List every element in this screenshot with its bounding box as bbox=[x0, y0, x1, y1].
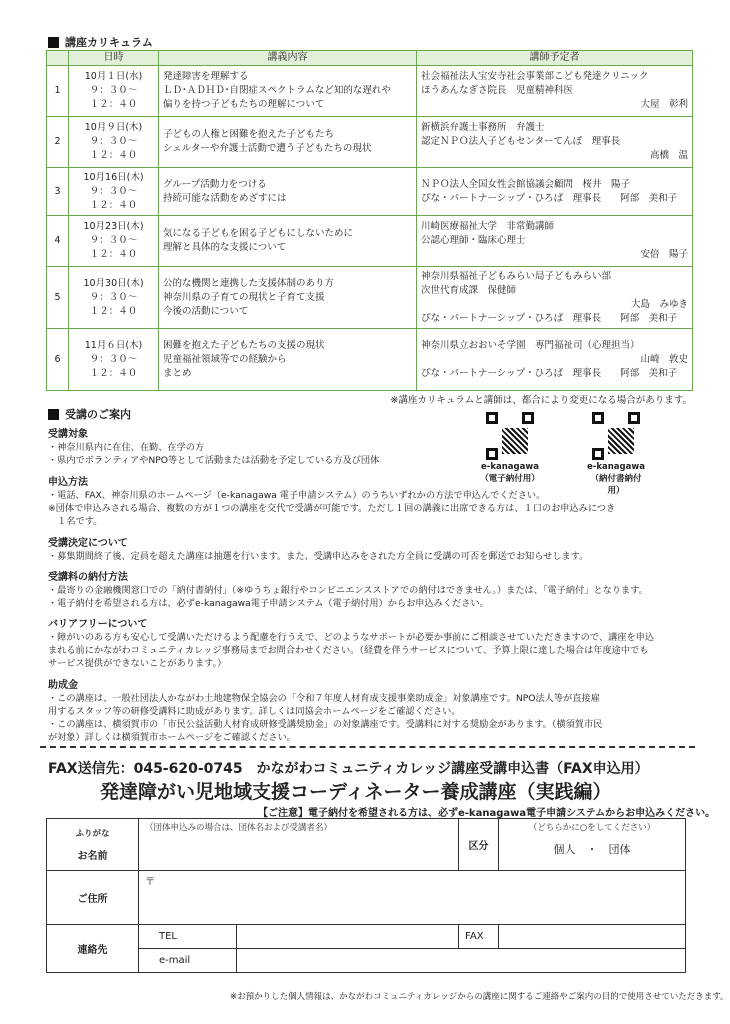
row-content: グループ活動力をつける 持続可能な活動をめざすには bbox=[159, 168, 417, 216]
decide-section: 受講決定について ・募集期間終了後、定員を超えた講座は抽選を行います。また、受講申込みをされた方全員に受講の可否を郵送でお知らせします。 bbox=[48, 538, 589, 562]
table-row bbox=[47, 216, 693, 267]
curriculum-heading: 講座カリキュラム bbox=[48, 34, 153, 50]
curriculum-note: ※講座カリキュラムと講師は、都合により変更になる場合があります。 bbox=[390, 395, 692, 406]
row-content: 困難を抱えた子どもたちの支援の現状 児童福祉領域等での経験から まとめ bbox=[159, 329, 417, 391]
form-title: 発達障がい児地域支援コーディネーター養成講座（実践編） bbox=[100, 781, 612, 803]
table-row bbox=[47, 168, 693, 216]
kubun-label: 区分 bbox=[459, 819, 499, 871]
header-date: 日時 bbox=[69, 51, 159, 66]
email-label: e-mail bbox=[139, 949, 237, 973]
fax-number-line: FAX送信先：045-620-0745 かながわコミュニティカレッジ講座受講申込書（FAX申込用） bbox=[48, 761, 649, 777]
privacy-note: ※お預かりした個人情報は、かながわコミュニティカレッジからの講座に関するご連絡やご案内の目的で使用させていただきます。 bbox=[230, 992, 729, 1002]
row-number: 2 bbox=[47, 117, 69, 168]
row-lecturer: 神奈川県立おおいそ学園 専門福祉司（心理担当） 山崎 敦史 ぴな・パートナーシップ・ひろば 理事長 阿部 美和子 bbox=[417, 329, 693, 391]
square-bullet-icon bbox=[48, 37, 59, 48]
row-number: 6 bbox=[47, 329, 69, 391]
table-header bbox=[47, 51, 693, 66]
kubun-select[interactable]: （どちらかに○をしてください） 個人 ・ 団体 bbox=[499, 819, 686, 871]
table-row bbox=[47, 329, 693, 391]
row-date: 10月１日(水) ９：３０～ １２：４０ bbox=[69, 66, 159, 117]
square-bullet-icon bbox=[48, 409, 59, 420]
curriculum-table bbox=[46, 50, 693, 391]
row-date: 10月30日(木) ９：３０～ １２：４０ bbox=[69, 267, 159, 329]
row-lecturer: 神奈川県福祉子どもみらい局子どもみらい部 次世代育成課 保健師 大島 みゆき ぴな・パートナーシップ・ひろば 理事長 阿部 美和子 bbox=[417, 267, 693, 329]
qr-code-icon bbox=[592, 412, 640, 460]
target-section: 受講対象 ・神奈川県内に在住、在勤、在学の方 ・県内でボランティアやNPO等として活動または活動を予定している方及び団体 bbox=[48, 429, 380, 466]
email-input[interactable] bbox=[237, 949, 686, 973]
qr-code-icon bbox=[486, 412, 534, 460]
row-content: 公的な機関と連携した支援体制のあり方 神奈川県の子育ての現状と子育て支援 今後の活動について bbox=[159, 267, 417, 329]
cut-line bbox=[40, 746, 695, 748]
application-form bbox=[46, 818, 686, 973]
table-row bbox=[47, 117, 693, 168]
qr-payslip[interactable]: e-kanagawa （納付書納付用） bbox=[586, 412, 646, 496]
barrier-free-section: バリアフリーについて ・障がいのある方も安心して受講いただけるよう配慮を行うえで、どのようなサポートが必要か事前にご相談させていただきますので、講座を申込 まれる前にかながわコミュニティカレッジ事務局までお問合わせください。（経費を伴うサービスについて、予算上限に達した場合は年度途中でも サービス提供ができないことがあります。） bbox=[48, 619, 655, 669]
row-date: 10月９日(木) ９：３０～ １２：４０ bbox=[69, 117, 159, 168]
row-date: 10月23日(木) ９：３０～ １２：４０ bbox=[69, 216, 159, 267]
row-content: 発達障害を理解する ＬＤ･ＡＤＨＤ･自閉症スペクトラムなど知的な遅れや 偏りを持つ子どもたちの理解について bbox=[159, 66, 417, 117]
qr-electronic[interactable]: e-kanagawa （電子納付用） bbox=[480, 412, 540, 484]
contact-label: 連絡先 bbox=[47, 925, 139, 973]
fee-section: 受講料の納付方法 ・最寄りの金融機関窓口での「納付書納付」（※ゆうちょ銀行やコンビニエンスストアでの納付はできません。）または、「電子納付」となります。 ・電子納付を希望される方は、必ずe-kanagawa電子申請システム（電子納付用）からお申込みください。 bbox=[48, 572, 648, 609]
row-lecturer: 新横浜弁護士事務所 弁護士 認定ＮＰＯ法人子どもセンターてんぽ 理事長 高橋 温 bbox=[417, 117, 693, 168]
row-date: 10月16日(木) ９：３０～ １２：４０ bbox=[69, 168, 159, 216]
row-date: 11月６日(木) ９：３０～ １２：４０ bbox=[69, 329, 159, 391]
tel-label: TEL bbox=[139, 925, 237, 949]
header-content: 講義内容 bbox=[159, 51, 417, 66]
table-row bbox=[47, 66, 693, 117]
name-label: ふりがな お名前 bbox=[47, 819, 139, 871]
address-label: ご住所 bbox=[47, 871, 139, 925]
row-number: 5 bbox=[47, 267, 69, 329]
header-lecturer: 講師予定者 bbox=[417, 51, 693, 66]
grant-section: 助成金 ・この講座は、一般社団法人かながわ土地建物保全協会の「令和７年度人材育成支援事業助成金」対象講座です。NPO法人等が直接雇 用するスタッフ等の研修受講料に助成があります。詳しくは同協会ホームページをご確認ください。 ・この講座は、横須賀市の「市民公益活動人材育成研修受講奨励金」の対象講座です。受講料に対する奨励金があります。（横須賀市民 が対象）詳しくは横須賀市ホームページをご確認ください。 bbox=[48, 680, 603, 743]
row-lecturer: ＮＰＯ法人全国女性会館協議会顧問 桜井 陽子 ぴな・パートナーシップ・ひろば 理事長 阿部 美和子 bbox=[417, 168, 693, 216]
table-row bbox=[47, 267, 693, 329]
row-number: 3 bbox=[47, 168, 69, 216]
row-number: 1 bbox=[47, 66, 69, 117]
guide-heading: 受講のご案内 bbox=[48, 406, 131, 422]
name-input[interactable]: （団体申込みの場合は、団体名および受講者名） bbox=[139, 819, 459, 871]
caution-note: 【ご注意】電子納付を希望される方は、必ずe-kanagawa電子申請システムからお申込みください。 bbox=[258, 808, 716, 819]
row-number: 4 bbox=[47, 216, 69, 267]
apply-section: 申込方法 ・電話、FAX、神奈川県のホームページ（e-kanagawa 電子申請システム）のうちいずれかの方法で申込んでください。 ※団体で申込みされる場合、複数の方が１つの講座を交代で受講が可能です。ただし１回の講義に出席できる方は、１口のお申込みにつき １名です。 bbox=[48, 477, 616, 527]
row-content: 気になる子どもを困る子どもにしないために 理解と具体的な支援について bbox=[159, 216, 417, 267]
row-lecturer: 社会福祉法人宝安寺社会事業部こども発達クリニック ほうあんなぎさ院長 児童精神科医 大屋 彰利 bbox=[417, 66, 693, 117]
tel-input[interactable] bbox=[237, 925, 459, 949]
fax-input[interactable] bbox=[499, 925, 686, 949]
row-lecturer: 川崎医療福祉大学 非常勤講師 公認心理師・臨床心理士 安倍 陽子 bbox=[417, 216, 693, 267]
fax-label: FAX bbox=[459, 925, 499, 949]
row-content: 子どもの人権と困難を抱えた子どもたち シェルターや弁護士活動で遭う子どもたちの現状 bbox=[159, 117, 417, 168]
address-input[interactable]: 〒 bbox=[139, 871, 686, 925]
